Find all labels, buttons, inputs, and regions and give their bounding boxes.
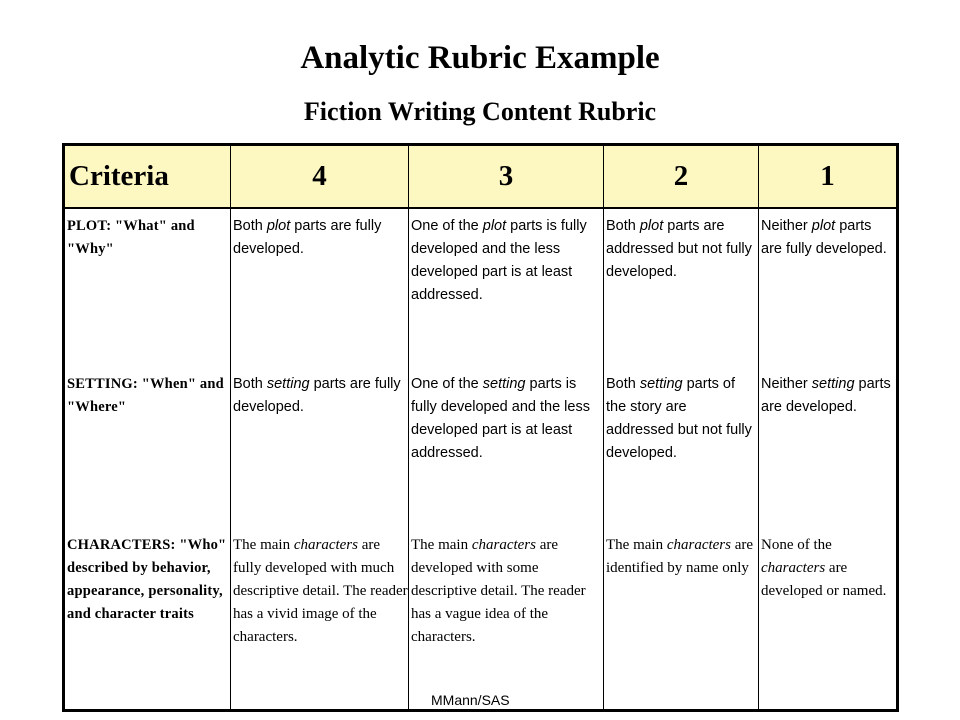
table-row-characters xyxy=(64,528,898,711)
rubric-cell: The main characters are identified by name only xyxy=(604,528,759,711)
table-row-plot xyxy=(64,208,898,367)
header-score-4: 4 xyxy=(231,145,409,209)
rubric-cell: One of the plot parts is fully developed and the less developed part is at least addressed. xyxy=(409,208,604,367)
header-criteria: Criteria xyxy=(64,145,231,209)
rubric-cell: Both plot parts are addressed but not fully developed. xyxy=(604,208,759,367)
rubric-cell: One of the setting parts is fully developed and the less developed part is at least addressed. xyxy=(409,367,604,528)
criteria-cell: CHARACTERS: "Who" described by behavior, appearance, personality, and character traits xyxy=(64,528,231,711)
criteria-cell: SETTING: "When" and "Where" xyxy=(64,367,231,528)
rubric-table xyxy=(62,143,899,712)
rubric-cell: Both setting parts of the story are addressed but not fully developed. xyxy=(604,367,759,528)
header-row xyxy=(64,145,898,209)
criteria-cell: PLOT: "What" and "Why" xyxy=(64,208,231,367)
page-subtitle: Fiction Writing Content Rubric xyxy=(303,97,657,126)
rubric-cell: Both plot parts are fully developed. xyxy=(231,208,409,367)
rubric-cell: None of the characters are developed or named. xyxy=(759,528,898,711)
rubric-cell: The main characters are fully developed with much descriptive detail. The reader has a vivid image of the characters. xyxy=(231,528,409,711)
header-score-2: 2 xyxy=(604,145,759,209)
rubric-cell: Neither plot parts are fully developed. xyxy=(759,208,898,367)
rubric-cell: Both setting parts are fully developed. xyxy=(231,367,409,528)
rubric-cell: Neither setting parts are developed. xyxy=(759,367,898,528)
credit-text: MMann/SAS xyxy=(431,692,510,708)
cell-wrapper: The main characters are developed with some descriptive detail. The reader has a vague idea of the characters. MMann/SAS xyxy=(411,537,586,708)
table-row-setting xyxy=(64,367,898,528)
header-score-3: 3 xyxy=(409,145,604,209)
header-score-1: 1 xyxy=(759,145,898,209)
rubric-cell xyxy=(409,528,604,711)
page-title: Analytic Rubric Example xyxy=(300,40,660,76)
